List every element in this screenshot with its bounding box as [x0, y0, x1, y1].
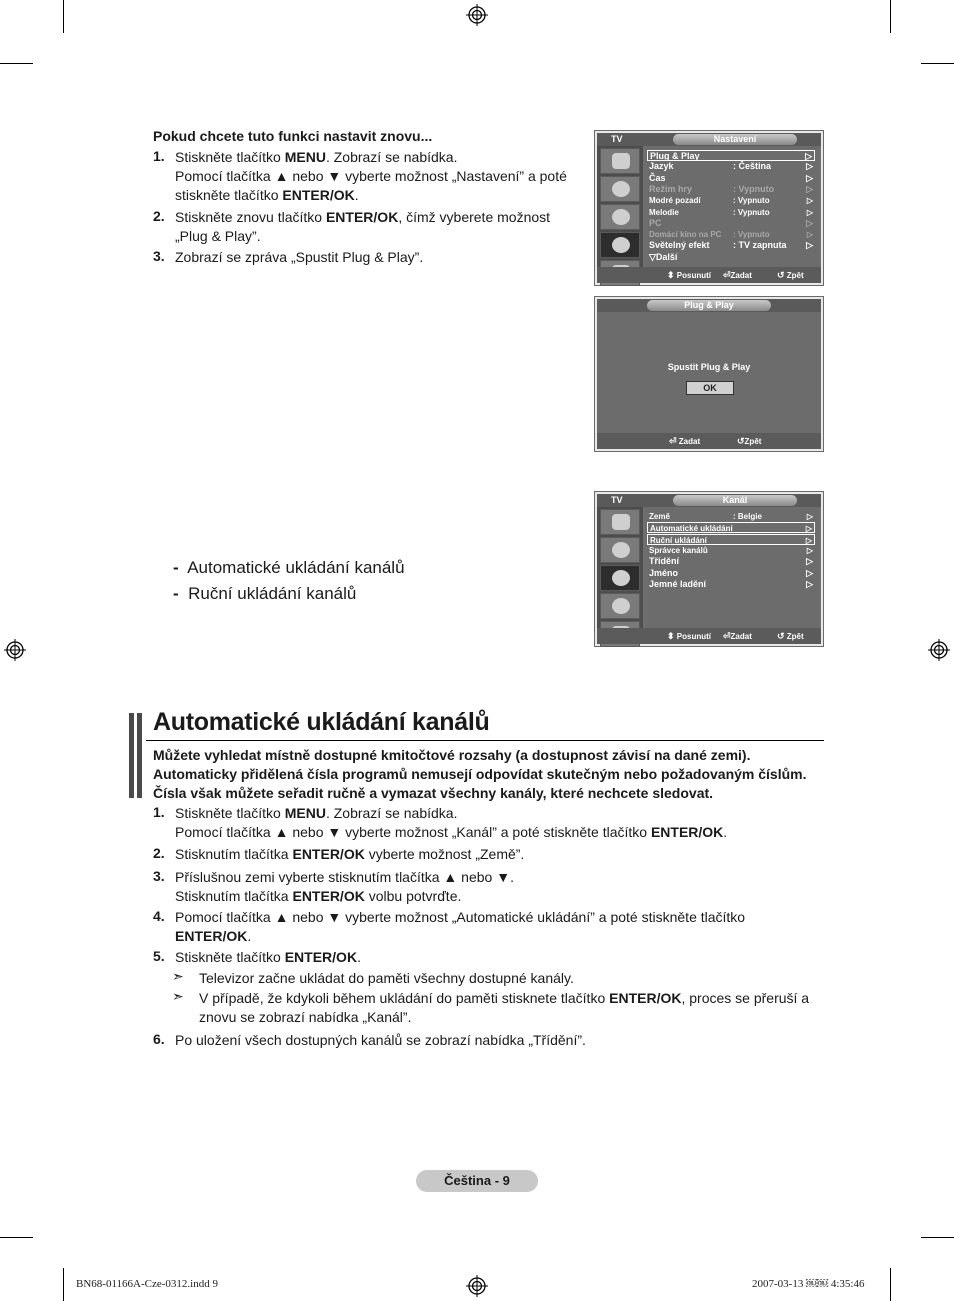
list-item: - Automatické ukládání kanálů: [173, 558, 405, 577]
step-text: Stisknutím tlačítka ENTER/OK vyberte možnost „Země”.: [175, 846, 525, 862]
chevron-right-icon: ▷: [806, 230, 813, 240]
osd-menu-item[interactable]: Plug & Play ▷: [647, 150, 815, 161]
osd-menu-item[interactable]: Režim hry : Vypnuto ▷: [649, 183, 813, 194]
crop-mark: [0, 1237, 33, 1238]
enter-icon: ⏎: [723, 631, 731, 641]
section-divider: [146, 740, 824, 741]
reset-heading: Pokud chcete tuto funkci nastavit znovu...: [153, 128, 433, 144]
step-number: 2.: [153, 208, 165, 224]
channel-icon: [600, 565, 640, 591]
return-icon: ↺: [737, 436, 745, 446]
registration-mark-icon: [466, 1275, 488, 1297]
updown-icon: ⬍: [667, 270, 675, 280]
osd-tv-label: TV: [611, 134, 623, 144]
section-bar: [137, 713, 142, 798]
note-arrow-icon: ➣: [172, 988, 184, 1004]
note-text: znovu se zobrazí nabídka „Kanál”.: [199, 1009, 412, 1025]
osd-menu-item[interactable]: Modré pozadí : Vypnuto ▷: [649, 196, 813, 206]
registration-mark-icon: [928, 639, 950, 661]
picture-icon: [600, 148, 640, 174]
list-item: - Ruční ukládání kanálů: [173, 584, 357, 603]
section-bar: [129, 713, 134, 798]
sound-icon: [600, 537, 640, 563]
note-arrow-icon: ➣: [172, 968, 184, 984]
osd-menu-item[interactable]: Světelný efekt : TV zapnuta ▷: [649, 240, 813, 251]
registration-mark-icon: [466, 4, 488, 26]
step-number: 6.: [153, 1031, 165, 1047]
chevron-right-icon: ▷: [806, 217, 813, 228]
chevron-right-icon: ▷: [806, 512, 813, 521]
osd-plug-message: Spustit Plug & Play: [667, 362, 751, 372]
step-text: Stiskněte tlačítko ENTER/OK.: [175, 949, 361, 965]
crop-mark: [63, 0, 64, 33]
note-text: V případě, že kdykoli během ukládání do paměti stisknete tlačítko ENTER/OK, proces se přeruší a: [199, 990, 810, 1006]
chevron-right-icon: ▷: [806, 545, 813, 555]
date-slug: 2007-03-13 ￼￼ 4:35:46: [752, 1278, 865, 1290]
osd-menu-item[interactable]: Jazyk : Čeština ▷: [649, 161, 813, 172]
step-text: ENTER/OK.: [175, 928, 252, 944]
step-text: Stisknutím tlačítka ENTER/OK volbu potvrďte.: [175, 888, 462, 904]
enter-icon: ⏎: [669, 436, 677, 446]
step-text: Stiskněte tlačítko MENU. Zobrazí se nabídka.: [175, 805, 458, 821]
osd-footer: ⬍ Posunutí ⏎Zadat ↺ Zpět: [597, 267, 821, 283]
osd-footer: ⬍ Posunutí ⏎Zadat ↺ Zpět: [597, 628, 821, 644]
chevron-right-icon: ▷: [806, 172, 813, 183]
step-number: 1.: [153, 804, 165, 820]
chevron-right-icon: ▷: [805, 151, 812, 161]
step-text: stiskněte tlačítko ENTER/OK.: [175, 187, 359, 203]
section-title: Automatické ukládání kanálů: [153, 708, 490, 736]
updown-icon: ⬍: [667, 631, 675, 641]
osd-menu-item[interactable]: Třídění ▷: [649, 556, 813, 567]
chevron-right-icon: ▷: [806, 196, 813, 206]
osd-menu-item[interactable]: Jemné ladění ▷: [649, 578, 813, 589]
channel-icon: [600, 204, 640, 230]
chevron-right-icon: ▷: [805, 524, 812, 534]
step-text: Stiskněte znovu tlačítko ENTER/OK, čímž vyberete možnost: [175, 209, 551, 225]
osd-menu-item[interactable]: ▽Další: [649, 251, 678, 262]
step-text: Stiskněte tlačítko MENU. Zobrazí se nabídka.: [175, 149, 458, 165]
osd-sidebar: [597, 146, 643, 267]
chevron-right-icon: ▷: [806, 578, 813, 589]
osd-menu-item[interactable]: Správce kanálů ▷: [649, 545, 813, 555]
step-text: Pomocí tlačítka ▲ nebo ▼ vyberte možnost „Nastavení” a poté: [175, 168, 567, 184]
setup-icon: [600, 232, 640, 258]
osd-menu-item[interactable]: PC ▷: [649, 217, 813, 228]
osd-menu-item[interactable]: Automatické ukládání ▷: [647, 522, 815, 533]
step-text: Pomocí tlačítka ▲ nebo ▼ vyberte možnost „Kanál” a poté stiskněte tlačítko ENTER/OK.: [175, 824, 728, 840]
step-text: Zobrazí se zpráva „Spustit Plug & Play”.: [175, 249, 424, 265]
enter-icon: ⏎: [723, 270, 731, 280]
chevron-right-icon: ▷: [806, 207, 813, 217]
chevron-right-icon: ▷: [806, 161, 813, 172]
chevron-right-icon: ▷: [806, 183, 813, 194]
chevron-right-icon: ▷: [806, 240, 813, 251]
osd-menu-item[interactable]: Ruční ukládání ▷: [647, 534, 815, 545]
osd-plug-title: Plug & Play: [647, 300, 771, 311]
osd-footer: ⏎ Zadat ↺Zpět: [597, 433, 821, 449]
setup-icon: [600, 593, 640, 619]
osd-channel-list: [645, 507, 819, 628]
osd-tv-label: TV: [611, 495, 623, 505]
step-number: 3.: [153, 248, 165, 264]
note-text: Televizor začne ukládat do paměti všechny dostupné kanály.: [199, 970, 574, 986]
osd-menu-item[interactable]: Země : Belgie ▷: [649, 512, 813, 521]
osd-setup-menu: [594, 130, 824, 286]
osd-menu-item[interactable]: Domácí kino na PC : Vypnuto ▷: [649, 230, 813, 240]
osd-menu-title: Kanál: [673, 495, 797, 506]
file-slug: BN68-01166A-Cze-0312.indd 9: [76, 1278, 218, 1290]
step-number: 5.: [153, 948, 165, 964]
registration-mark-icon: [4, 639, 26, 661]
chevron-right-icon: ▷: [806, 556, 813, 567]
osd-menu-title: Nastavení: [673, 134, 797, 145]
step-text: Příslušnou zemi vyberte stisknutím tlačítka ▲ nebo ▼.: [175, 869, 514, 885]
step-number: 4.: [153, 908, 165, 924]
osd-menu-item[interactable]: Čas ▷: [649, 172, 813, 183]
crop-mark: [890, 0, 891, 33]
step-number: 1.: [153, 148, 165, 164]
osd-plug-and-play: [594, 296, 824, 452]
step-text: Pomocí tlačítka ▲ nebo ▼ vyberte možnost „Automatické ukládání” a poté stiskněte tlačítko: [175, 909, 746, 925]
step-number: 2.: [153, 845, 165, 861]
crop-mark: [921, 63, 954, 64]
return-icon: ↺: [777, 631, 785, 641]
crop-mark: [890, 1268, 891, 1301]
return-icon: ↺: [777, 270, 785, 280]
step-number: 3.: [153, 868, 165, 884]
crop-mark: [0, 63, 33, 64]
step-text: Po uložení všech dostupných kanálů se zobrazí nabídka „Třídění”.: [175, 1032, 586, 1048]
sound-icon: [600, 176, 640, 202]
picture-icon: [600, 509, 640, 535]
page-number: Čeština - 9: [416, 1170, 538, 1192]
channel-options-list: [173, 555, 405, 607]
crop-mark: [63, 1268, 64, 1301]
osd-menu-item[interactable]: Melodie : Vypnuto ▷: [649, 207, 813, 217]
section-intro: Můžete vyhledat místně dostupné kmitočtové rozsahy (a dostupnost závisí na dané zemi). Automaticky přidělená čísla programů nemusejí odpovídat skutečným nebo požadovaným číslům. Čísla však můžete seřadit ručně a vymazat všechny kanály, které nechcete sledovat.: [153, 747, 807, 801]
osd-sidebar: [597, 507, 643, 628]
osd-setup-list: [645, 146, 819, 267]
chevron-right-icon: ▷: [805, 535, 812, 545]
ok-button[interactable]: OK: [686, 381, 734, 395]
step-text: „Plug & Play”.: [175, 228, 261, 244]
osd-channel-menu: [594, 491, 824, 647]
osd-menu-item[interactable]: Jméno ▷: [649, 567, 813, 578]
chevron-right-icon: ▷: [806, 567, 813, 578]
crop-mark: [921, 1237, 954, 1238]
